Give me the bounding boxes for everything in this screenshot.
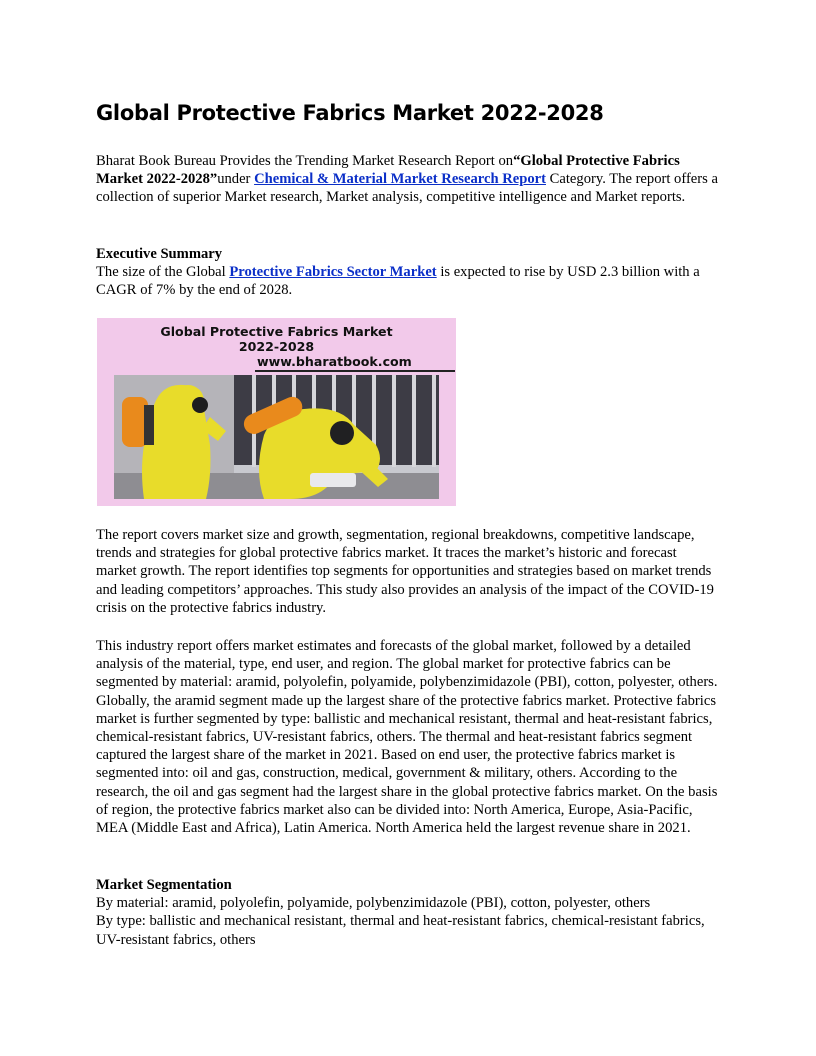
category-link[interactable]: Chemical & Material Market Research Report (254, 171, 546, 188)
market-segmentation-section (96, 876, 720, 949)
executive-summary-heading: Executive Summary (96, 246, 223, 262)
intro-paragraph (96, 152, 720, 207)
executive-summary-section (96, 245, 720, 300)
banner-title-line1: Global Protective Fabrics Market (160, 324, 393, 339)
banner-title (97, 325, 456, 354)
intro-report-name: “Global Protective Fabrics Market 2022-2028” (96, 153, 680, 188)
hazmat-workers-photo (114, 375, 439, 499)
segmentation-by-material: By material: aramid, polyolefin, polyamide, polybenzimidazole (PBI), cotton, polyester, others (96, 895, 651, 912)
intro-suffix: Category. The report offers a collection of superior Market research, Market analysis, competitive intelligence and Market reports. (96, 171, 718, 206)
intro-under: under (217, 171, 255, 188)
coverage-paragraph: The report covers market size and growth, segmentation, regional breakdowns, competitive landscape, trends and strategies for global protective fabrics market. It traces the market’s historic and forecast market growth. The report identifies top segments for opportunities and strategies based on market trends and leading competitors’ approaches. This study also provides an analysis of the impact of the COVID-19 crisis on the protective fabrics industry. (96, 527, 714, 616)
banner-underline (255, 370, 455, 372)
segmentation-by-type: By type: ballistic and mechanical resistant, thermal and heat-resistant fabrics, chemical-resistant fabrics, UV-resistant fabrics, others (96, 913, 705, 948)
report-banner-image (97, 318, 456, 506)
intro-prefix: Bharat Book Bureau Provides the Trending Market Research Report on (96, 153, 514, 169)
page-title: Global Protective Fabrics Market 2022-2028 (96, 101, 604, 125)
executive-summary-prefix: The size of the Global (96, 264, 230, 281)
sector-market-link[interactable]: Protective Fabrics Sector Market (229, 264, 437, 281)
industry-report-paragraph: This industry report offers market estimates and forecasts of the global market, followed by a detailed analysis of the material, type, end user, and region. The global market for protective fabrics can be segmented by material: aramid, polyolefin, polyamide, polybenzimidazole (PBI), cotton, polyester, others. Globally, the aramid segment made up the largest share of the protective fabrics market. Protective fabrics market is further segmented by type: ballistic and mechanical resistant, thermal and heat-resistant fabrics, chemical-resistant fabrics, UV-resistant fabrics, others. The thermal and heat-resistant fabrics segment captured the largest share of the market in 2021. Based on end user, the protective fabrics market is segmented into: oil and gas, construction, medical, government & military, others. According to the research, the oil and gas segment had the largest share in the global protective fabrics market. On the basis of region, the protective fabrics market also can be divided into: North America, Europe, Asia-Pacific, MEA (Middle East and Africa), Latin America. North America held the largest revenue share in 2021. (96, 638, 718, 837)
banner-title-line2: 2022-2028 (238, 338, 315, 354)
executive-summary-suffix: is expected to rise by USD 2.3 billion with a CAGR of 7% by the end of 2028. (96, 264, 700, 299)
market-segmentation-heading: Market Segmentation (96, 877, 232, 893)
banner-url: www.bharatbook.com (257, 354, 412, 369)
